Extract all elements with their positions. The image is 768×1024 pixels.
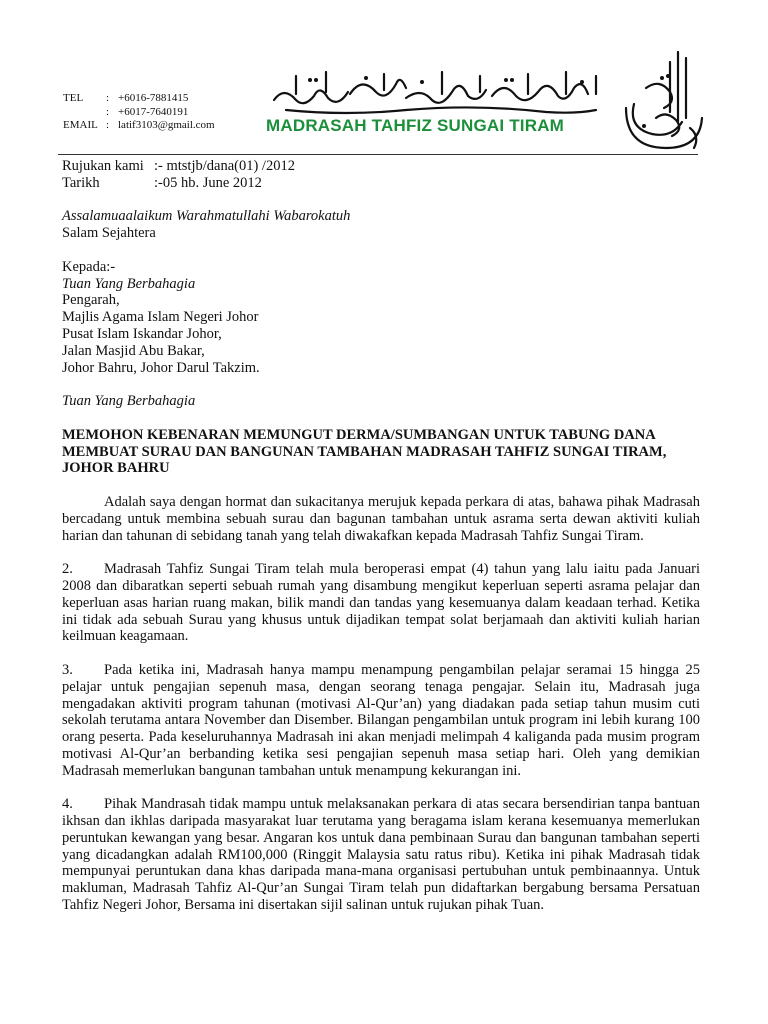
recipient-line: Jalan Masjid Abu Bakar, — [62, 342, 205, 359]
date-line — [62, 175, 700, 192]
paragraph — [62, 494, 700, 544]
recipient-line: Pusat Islam Iskandar Johor, — [62, 325, 222, 342]
paragraph — [62, 561, 700, 645]
contact-row — [63, 106, 215, 120]
letter-body — [62, 158, 700, 914]
contact-row — [63, 92, 215, 106]
paragraph-number: 4. — [62, 796, 73, 813]
contact-key: TEL — [63, 92, 84, 104]
recipient-line: Majlis Agama Islam Negeri Johor — [62, 309, 259, 326]
recipient-heading: Kepada:- — [62, 258, 116, 275]
contact-sep: : — [106, 92, 110, 104]
paragraph — [62, 662, 700, 780]
contact-sep: : — [106, 105, 110, 118]
paragraph-number: 2. — [62, 561, 73, 578]
reference-label: Rujukan kami — [62, 158, 144, 174]
recipient-line: Johor Bahru, Johor Darul Takzim. — [62, 359, 260, 376]
contact-value: +6017-7640191 — [118, 105, 189, 118]
contact-block — [63, 92, 215, 133]
contact-sep: : — [106, 119, 110, 131]
salam: Salam Sejahtera — [62, 225, 156, 242]
greeting: Assalamuaalaikum Warahmatullahi Wabarokatuh — [62, 208, 351, 225]
reference-value: :- mtstjb/dana(01) /2012 — [154, 158, 295, 174]
calligraphy-emblem — [616, 48, 706, 158]
recipient-honorific: Tuan Yang Berbahagia — [62, 275, 196, 292]
contact-key — [63, 106, 106, 120]
contact-value: +6016-7881415 — [118, 92, 189, 104]
salutation: Tuan Yang Berbahagia — [62, 393, 196, 410]
paragraph-text: Pada ketika ini, Madrasah hanya mampu menampung pengambilan pelajar seramai 15 hingga 25 pelajar untuk pengajian sepenuh masa, dengan seorang tenaga pengajar. Selain itu, Madrasah juga mengadakan aktiviti program tahunan (motivasi Al-Qur’an) yang diadakan pada setiap tahun musim cuti sekolah terutama antara November dan Disember. Bilangan pengambilan untuk program ini lebih kurang 100 orang peserta. Pada keseluruhannya Madrasah ini akan menjadi melimpah 4 kaliganda pada musim program motivasi Al-Qur’an berbanding ketika sesi pengajian sepenuh masa setiap hari. Oleh yang demikian Madrasah memerlukan bangunan tambahan untuk menampung kekurangan ini. — [62, 661, 700, 779]
subject-heading: MEMOHON KEBENARAN MEMUNGUT DERMA/SUMBANGAN UNTUK TABUNG DANA MEMBUAT SURAU DAN BANGUNAN TAMBAHAN MADRASAH TAHFIZ SUNGAI TIRAM, JOHOR BAHRU — [62, 426, 667, 477]
paragraph — [62, 796, 700, 914]
date-label: Tarikh — [62, 174, 100, 191]
paragraph-text: Madrasah Tahfiz Sungai Tiram telah mula beroperasi empat (4) tahun yang lalu iaitu pada Januari 2008 dan dibaratkan seperti sebuah rumah yang disambung mengikut keperluan seperti asrama pelajar dan keperluan asas harian ruang makan, bilik mandi dan tandas yang kesemuanya dalam keadaan terhad. Ketika ini tidak ada sebuah Surau yang khusus untuk dijadikan tempat solat berjamaah dan aktiviti kuliah harian keilmuan keagamaan. — [62, 561, 700, 645]
contact-row — [63, 119, 215, 133]
contact-value: latif3103@gmail.com — [118, 119, 215, 131]
reference-line — [62, 158, 700, 175]
arabic-calligraphy-logo — [266, 66, 611, 116]
recipient-line: Pengarah, — [62, 292, 120, 309]
paragraph-text: Adalah saya dengan hormat dan sukacitanya merujuk kepada perkara di atas, bahawa pihak Madrasah bercadang untuk membina sebuah surau dan bagunan tambahan untuk asrama serta dewan aktiviti kuliah harian dan tahunan di sebidang tanah yang telah diwakafkan kepada Madrasah Tahfiz Sungai Tiram. — [62, 493, 700, 544]
contact-key: EMAIL — [63, 119, 98, 131]
date-value: :-05 hb. June 2012 — [154, 174, 262, 191]
paragraph-text: Pihak Mandrasah tidak mampu untuk melaksanakan perkara di atas secara bersendirian tanpa bantuan ikhsan dan ikhlas daripada masyarakat luar terutama yang beragama islam kerana kesemuanya memerlukan peruntukan kewangan yang besar. Angaran kos untuk dana pembinaan Surau dan bangunan tambahan seperti yang dicadangkan adalah RM100,000 (Ringgit Malaysia satu ratus ribu). Ketika ini pihak Madrasah tidak mempunyai peruntukan dana khas daripada mana-mana organisasi pertubuhan untuk pembinaannya. Untuk makluman, Madrasah Tahfiz Al-Qur’an Sungai Tiram telah pun didaftarkan bergabung bersama Persatuan Tahfiz Negeri Johor, Bersama ini disertakan sijil salinan untuk rujukan pihak Tuan. — [62, 796, 700, 914]
school-name: MADRASAH TAHFIZ SUNGAI TIRAM — [266, 116, 565, 135]
header-divider — [58, 154, 698, 155]
paragraph-number: 3. — [62, 661, 73, 678]
